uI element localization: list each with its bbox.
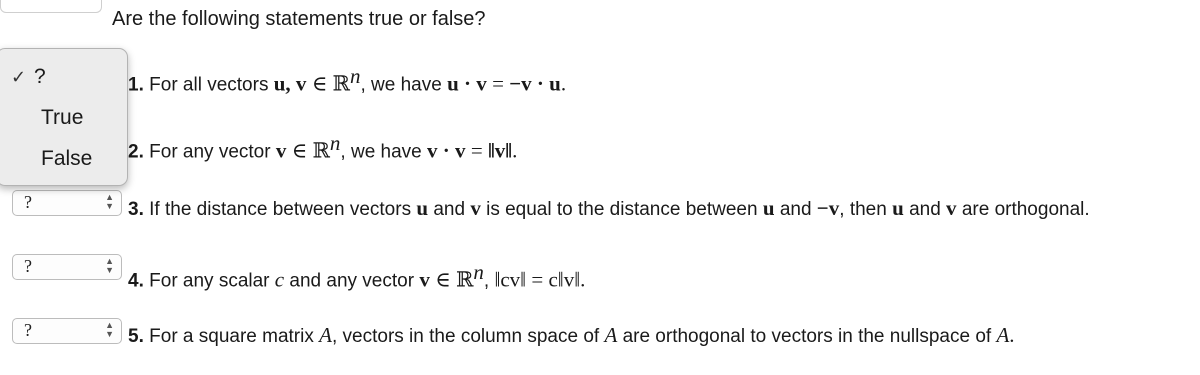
math-period: . <box>512 138 518 163</box>
text: and <box>779 199 812 220</box>
math-var: A <box>996 323 1010 347</box>
text: are orthogonal to vectors in the nullspace of <box>622 326 992 347</box>
select-value: ? <box>24 256 32 276</box>
statement-5-number: 5. <box>128 326 144 347</box>
math-var: v <box>419 267 430 292</box>
math-lhs: u · v <box>447 71 487 96</box>
statement-4-number: 4. <box>128 270 144 292</box>
math-var: c <box>274 267 285 292</box>
math-in: ∈ <box>291 138 308 163</box>
text: , then <box>839 199 887 220</box>
math-vars: u, v <box>273 71 307 96</box>
math-var: −v <box>816 196 840 220</box>
select-value: ? <box>24 320 32 340</box>
math-var: A <box>604 323 618 347</box>
answer-select-4[interactable] <box>12 254 122 280</box>
text: are orthogonal. <box>961 199 1090 220</box>
statement-1-number: 1. <box>128 74 144 96</box>
text: If the distance between vectors <box>149 199 412 220</box>
math-lhs: v · v <box>427 138 466 163</box>
text: and <box>433 199 466 220</box>
statement-2-number: 2. <box>128 141 144 163</box>
math-var: A <box>319 323 332 347</box>
math-var: v <box>946 196 957 220</box>
math-eq: = <box>531 267 544 292</box>
statement-5 <box>128 323 1015 348</box>
math-reals: ℝ <box>332 71 350 96</box>
menu-option-false[interactable]: False <box>41 147 93 170</box>
text: , <box>483 270 490 292</box>
text: For any vector <box>149 141 271 163</box>
math-reals: ℝ <box>312 138 330 163</box>
math-var: v <box>275 138 287 163</box>
text: and any vector <box>289 270 415 292</box>
statement-4 <box>128 260 585 292</box>
math-rhs: c‖v‖ <box>548 267 581 292</box>
text: , we have <box>360 74 442 96</box>
text: is equal to the distance between <box>486 199 758 220</box>
statement-3 <box>128 196 1090 221</box>
math-norm: ‖v‖ <box>487 138 513 163</box>
menu-option-true[interactable]: True <box>41 106 84 129</box>
math-eq: = <box>492 71 504 96</box>
select-value: ? <box>24 192 32 212</box>
up-down-arrows-icon: ▲ ▼ <box>105 192 114 211</box>
up-down-arrows-icon: ▲ ▼ <box>105 320 114 339</box>
text: , vectors in the column space of <box>331 326 600 347</box>
math-lhs: ‖cv‖ <box>494 267 527 292</box>
statement-2 <box>128 131 517 163</box>
math-eq: = <box>470 138 483 163</box>
statement-3-number: 3. <box>128 199 144 220</box>
top-blank-box <box>0 0 102 13</box>
question-prompt: Are the following statements true or false? <box>112 8 486 30</box>
text: and <box>909 199 941 220</box>
math-var: u <box>892 196 904 220</box>
math-var: u <box>762 196 775 220</box>
math-exp: n <box>349 64 361 88</box>
text: For all vectors <box>149 74 269 96</box>
math-rhs: −v · u <box>509 71 561 96</box>
math-in: ∈ <box>435 267 451 292</box>
text: , we have <box>340 141 422 163</box>
checkmark-icon: ✓ <box>11 67 27 87</box>
math-var: u <box>416 196 429 220</box>
math-exp: n <box>329 131 341 155</box>
math-period: . <box>580 267 586 292</box>
math-reals: ℝ <box>455 267 474 292</box>
math-period: . <box>560 71 567 96</box>
dropdown-menu <box>0 48 128 186</box>
text: For any scalar <box>149 270 270 292</box>
up-down-arrows-icon: ▲ ▼ <box>105 256 114 275</box>
statement-1 <box>128 64 566 96</box>
math-period: . <box>1009 323 1015 347</box>
math-exp: n <box>473 260 484 284</box>
math-in: ∈ <box>311 71 328 96</box>
math-var: v <box>470 196 481 220</box>
answer-select-3[interactable] <box>12 190 122 216</box>
answer-select-5[interactable] <box>12 318 122 344</box>
text: For a square matrix <box>149 326 314 347</box>
menu-option-unanswered[interactable]: ? <box>34 65 46 88</box>
